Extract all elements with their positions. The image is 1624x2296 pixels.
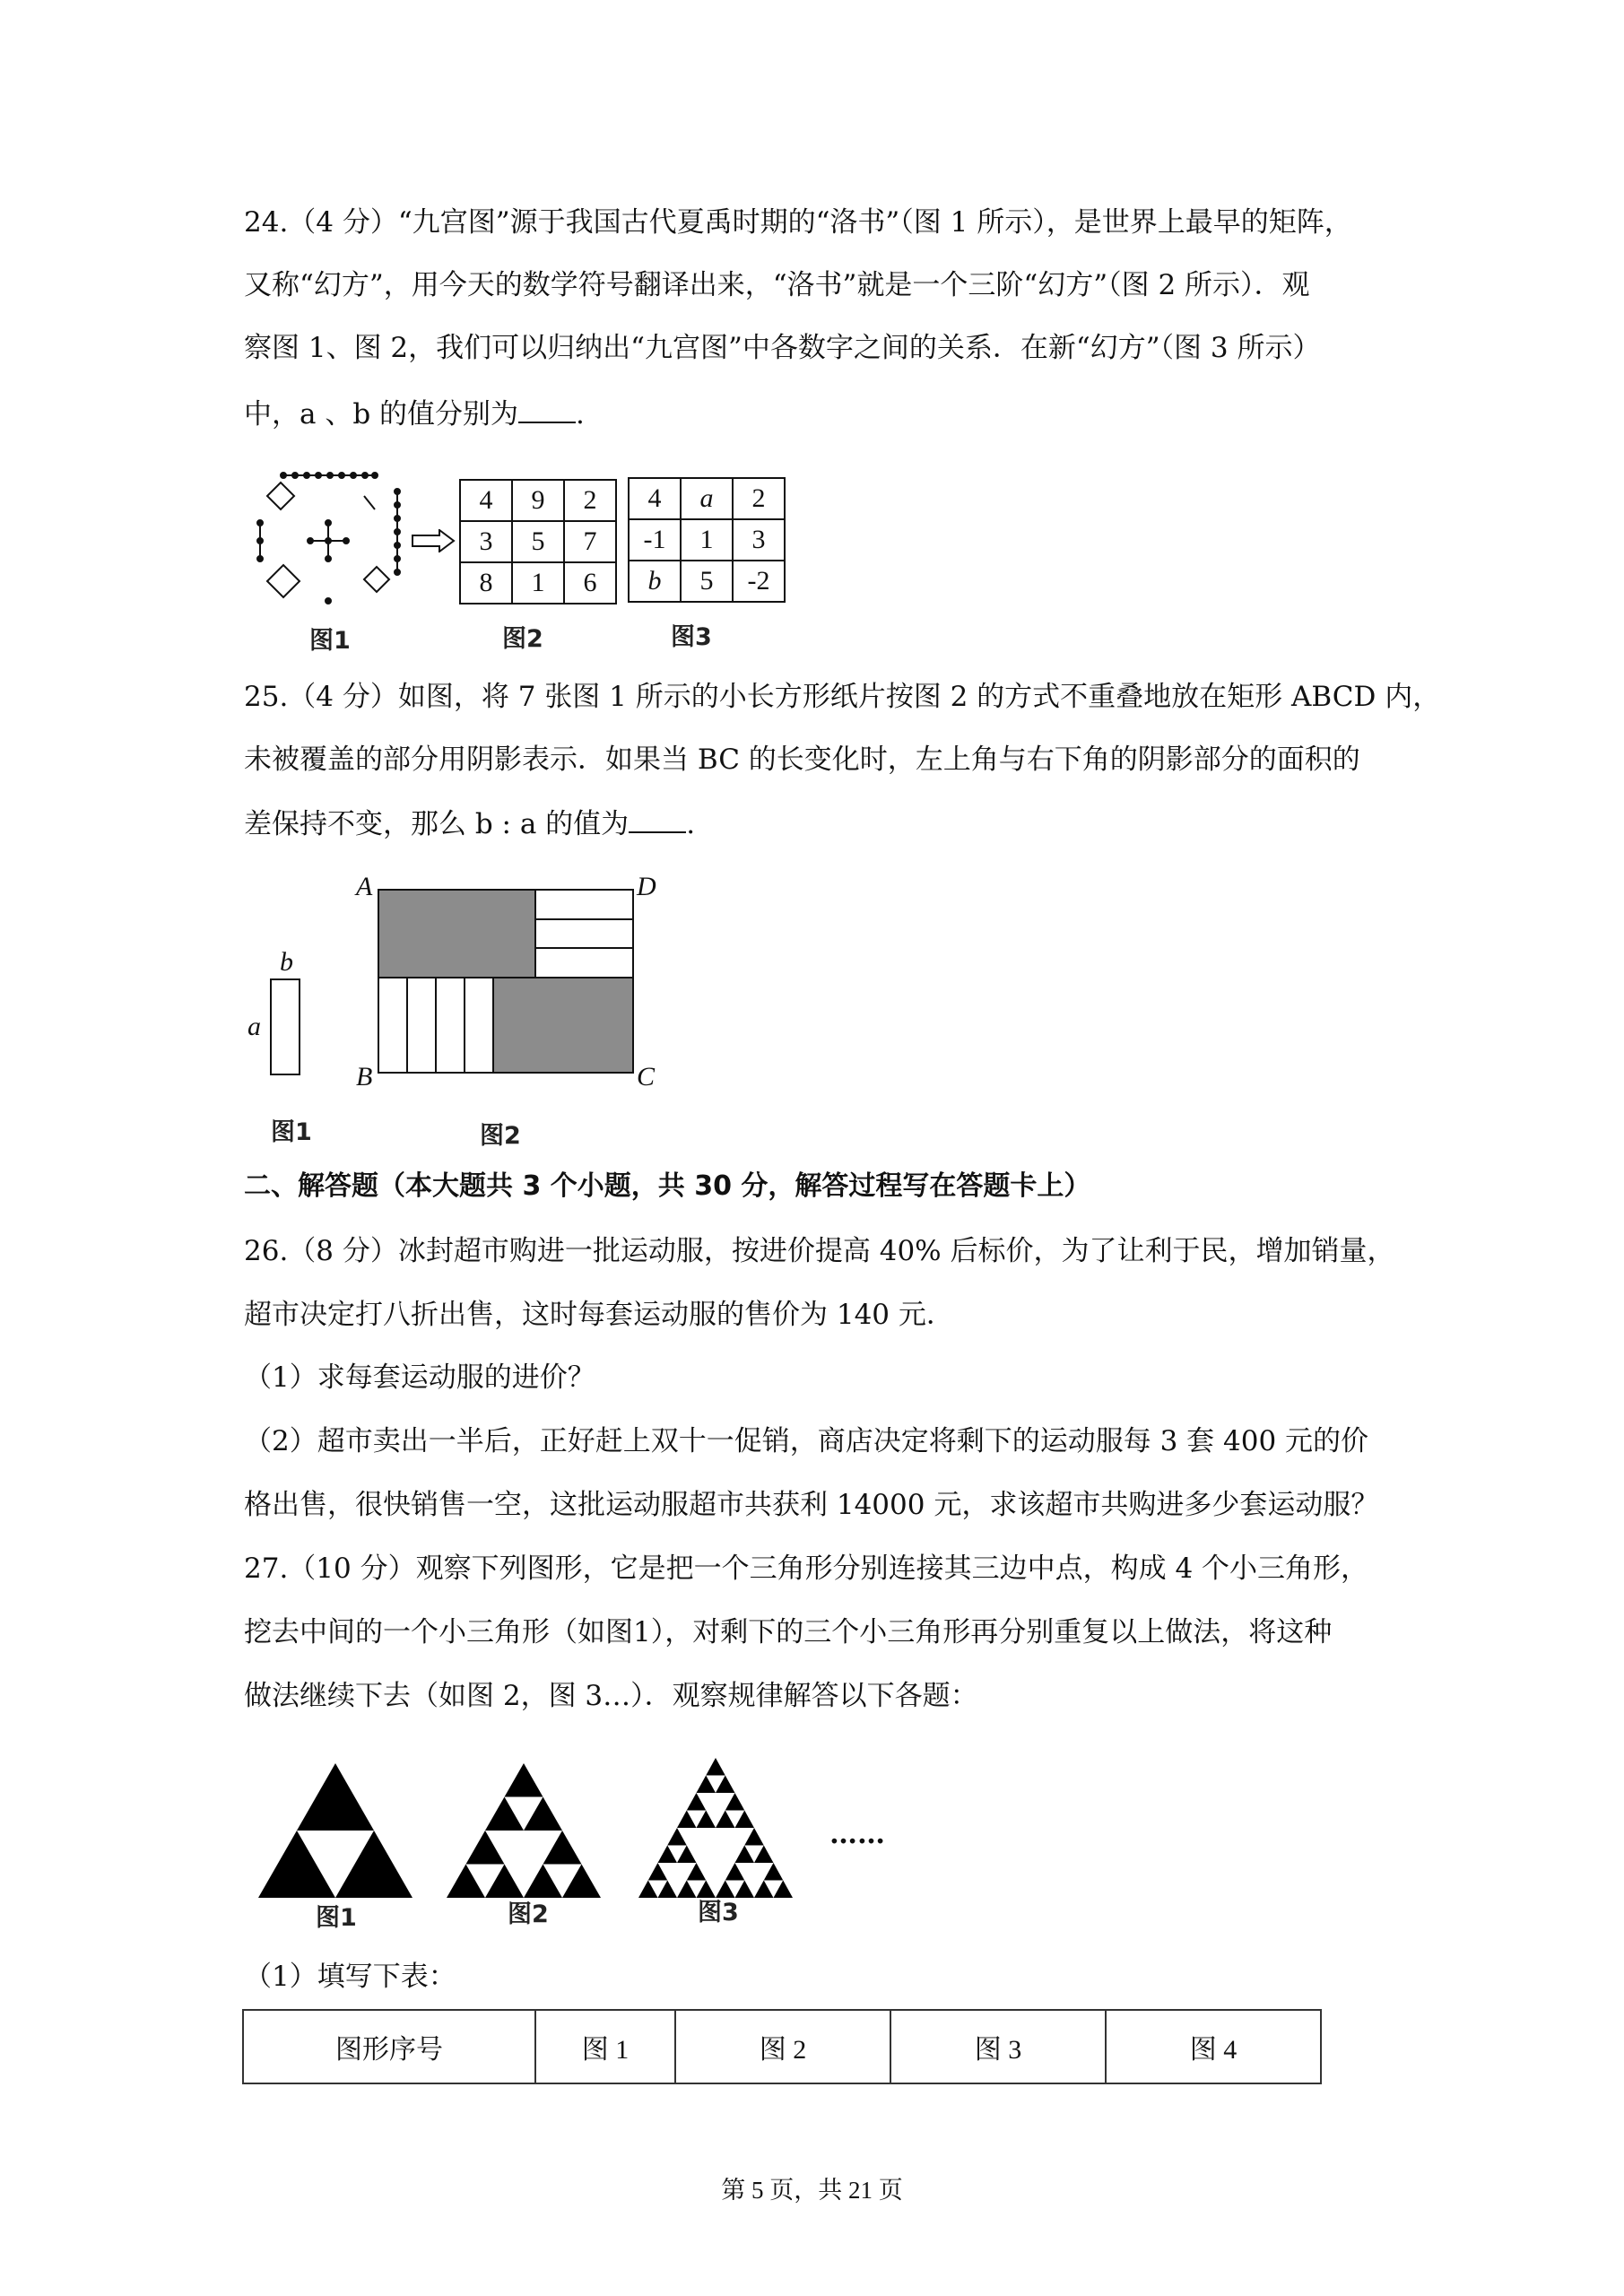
black-triangle [754, 1881, 774, 1899]
table-header-cell: 图形序号 [243, 2010, 535, 2083]
q24-caption-2: 图2 [502, 625, 543, 653]
label-B: B [356, 1062, 373, 1091]
q27-caption-1: 图1 [316, 1904, 357, 1932]
q24-line-2: 又称“幻方”，用今天的数学符号翻译出来，“洛书”就是一个三阶“幻方”（图 2 所示）．观 [244, 269, 1310, 301]
black-triangle [485, 1865, 524, 1899]
black-triangle [562, 1865, 601, 1899]
black-triangle [667, 1828, 687, 1846]
fill-in-table [242, 2009, 1322, 2084]
black-triangle [716, 1776, 735, 1794]
fig3-cell: 1 [681, 519, 733, 561]
fig3-cell: -2 [733, 561, 785, 602]
black-triangle [716, 1811, 735, 1829]
fig2-cell: 7 [564, 521, 616, 562]
page-footer: 第 5 页，共 21 页 [721, 2177, 903, 2204]
q27-line-3: 做法继续下去（如图 2，图 3…）．观察规律解答以下各题： [244, 1680, 978, 1712]
table-row [243, 2010, 1321, 2083]
label-A: A [356, 872, 373, 901]
q24-caption-1: 图1 [309, 627, 351, 655]
black-triangle [543, 1831, 582, 1865]
black-triangle [524, 1797, 562, 1831]
table-header-cell: 图 4 [1106, 2010, 1321, 2083]
black-triangle [774, 1881, 794, 1899]
black-triangle [658, 1846, 678, 1864]
luoshu-figure [249, 465, 411, 608]
black-triangle [754, 1846, 774, 1864]
q24-line-4-end: . [576, 398, 585, 430]
sierpinski-figure-3 [635, 1754, 796, 1901]
table-header-cell: 图 3 [890, 2010, 1106, 2083]
black-triangle [687, 1863, 707, 1881]
black-triangle [658, 1881, 678, 1899]
table-header-cell: 图 2 [675, 2010, 890, 2083]
label-D: D [637, 872, 656, 901]
q26-line-4: （2）超市卖出一半后，正好赶上双十一促销，商店决定将剩下的运动服每 3 套 400 元的价 [244, 1425, 1369, 1457]
black-triangle [744, 1828, 764, 1846]
black-triangle [764, 1863, 784, 1881]
black-triangle [677, 1811, 697, 1829]
ellipsis: …… [829, 1818, 885, 1850]
black-triangle [485, 1797, 524, 1831]
black-triangle [335, 1831, 413, 1898]
black-triangle [648, 1863, 668, 1881]
fig3-cell: 4 [629, 478, 681, 519]
sierpinski-figure-2 [443, 1760, 604, 1901]
black-triangle [697, 1811, 716, 1829]
black-triangle [735, 1846, 755, 1864]
fig2-cell: 4 [460, 480, 512, 521]
black-triangle [297, 1763, 374, 1831]
black-triangle [687, 1793, 707, 1811]
fig2-cell: 3 [460, 521, 512, 562]
rectangle-abcd-figure [377, 888, 637, 1076]
q27-caption-3: 图3 [698, 1899, 739, 1926]
black-triangle [466, 1831, 505, 1865]
q25-line-3-text: 差保持不变，那么 b : a 的值为 [244, 808, 630, 840]
q27-sub1: （1）填写下表： [244, 1961, 456, 1993]
q24-line-1: 24.（4 分）“九宫图”源于我国古代夏禹时期的“洛书”（图 1 所示），是世界上最早的矩阵， [244, 206, 1352, 239]
black-triangle [258, 1831, 335, 1898]
fig3-cell: b [629, 561, 681, 602]
q27-line-2: 挖去中间的一个小三角形（如图1），对剩下的三个小三角形再分别重复以上做法，将这种 [244, 1616, 1333, 1648]
q26-line-5: 格出售，很快销售一空，这批运动服超市共获利 14000 元，求该超市共购进多少套运动服？ [244, 1489, 1379, 1521]
section-heading: 二、解答题（本大题共 3 个小题，共 30 分，解答过程写在答题卡上） [244, 1170, 1091, 1202]
black-triangle [447, 1865, 485, 1899]
small-rectangle-figure [269, 978, 305, 1078]
magic-square-fig2 [459, 479, 617, 604]
answer-blank [518, 395, 576, 423]
q26-line-2: 超市决定打八折出售，这时每套运动服的售价为 140 元． [244, 1299, 954, 1331]
label-C: C [637, 1062, 656, 1091]
black-triangle [725, 1863, 745, 1881]
q24-caption-3: 图3 [671, 623, 712, 651]
fig3-cell: -1 [629, 519, 681, 561]
label-b: b [280, 947, 293, 977]
q26-line-1: 26.（8 分）冰封超市购进一批运动服，按进价提高 40% 后标价，为了让利于民，增加销量， [244, 1235, 1395, 1267]
fig2-cell: 2 [564, 480, 616, 521]
black-triangle [697, 1776, 716, 1794]
q25-line-1: 25.（4 分）如图，将 7 张图 1 所示的小长方形纸片按图 2 的方式不重叠地放在矩形 ABCD 内， [244, 681, 1441, 713]
label-a: a [248, 1012, 261, 1041]
black-triangle [735, 1811, 755, 1829]
arrow-icon [411, 529, 456, 552]
fig3-cell: a [681, 478, 733, 519]
q27-line-1: 27.（10 分）观察下列图形，它是把一个三角形分别连接其三边中点，构成 4 个小三角形， [244, 1552, 1369, 1585]
fig3-cell: 5 [681, 561, 733, 602]
fig2-cell: 9 [512, 480, 564, 521]
fig3-cell: 2 [733, 478, 785, 519]
q24-line-4 [244, 395, 1392, 432]
q24-line-3: 察图 1、图 2，我们可以归纳出“九宫图”中各数字之间的关系．在新“幻方”（图 3 所示） [244, 332, 1321, 364]
black-triangle [638, 1881, 658, 1899]
black-triangle [505, 1763, 543, 1797]
magic-square-fig3 [628, 477, 786, 603]
q25-caption-1: 图1 [271, 1118, 312, 1146]
fig2-cell: 1 [512, 562, 564, 604]
black-triangle [524, 1865, 562, 1899]
fig2-cell: 8 [460, 562, 512, 604]
table-header-cell: 图 1 [535, 2010, 675, 2083]
q25-caption-2: 图2 [480, 1122, 521, 1150]
black-triangle [677, 1881, 697, 1899]
q26-line-3: （1）求每套运动服的进价？ [244, 1361, 595, 1394]
black-triangle [725, 1793, 745, 1811]
q27-caption-2: 图2 [508, 1900, 549, 1928]
q25-line-2: 未被覆盖的部分用阴影表示．如果当 BC 的长变化时，左上角与右下角的阴影部分的面积的 [244, 744, 1360, 776]
q25-line-3 [244, 804, 1392, 842]
answer-blank [629, 804, 686, 833]
fig2-cell: 5 [512, 521, 564, 562]
black-triangle [677, 1846, 697, 1864]
q24-line-4-text: 中，a 、b 的值分别为 [244, 398, 519, 430]
q25-line-3-end: . [686, 808, 696, 840]
fig3-cell: 3 [733, 519, 785, 561]
fig2-cell: 6 [564, 562, 616, 604]
black-triangle [706, 1758, 725, 1776]
sierpinski-figure-1 [255, 1760, 416, 1901]
